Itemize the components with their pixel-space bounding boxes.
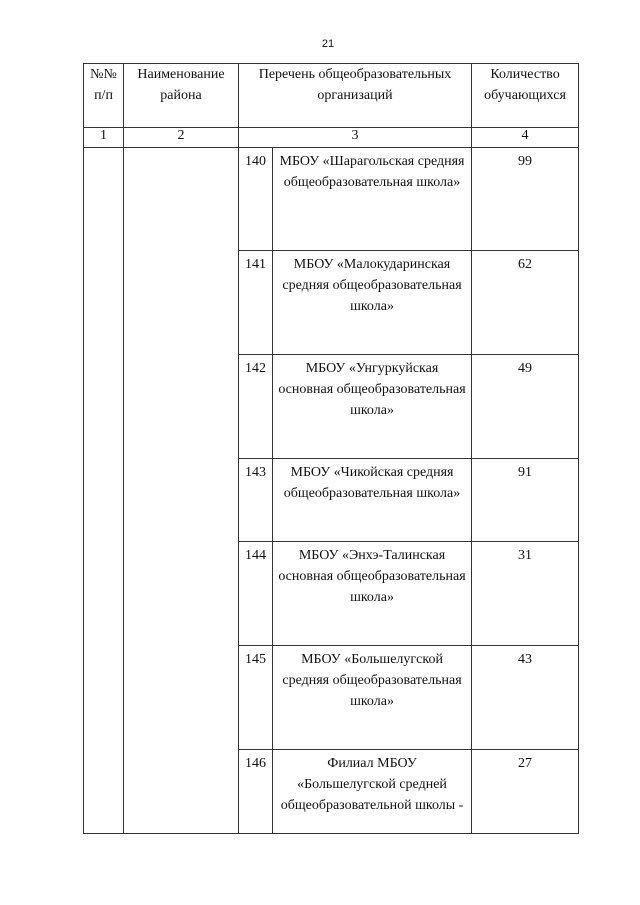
student-count: 27 bbox=[472, 750, 579, 834]
page-number: 21 bbox=[321, 38, 335, 50]
org-name: МБОУ «Энхэ-Талинская основная общеобразовательная школа» bbox=[273, 542, 472, 646]
row-number: 144 bbox=[239, 542, 273, 646]
header-num: №№ п/п bbox=[84, 64, 124, 128]
row-number: 146 bbox=[239, 750, 273, 834]
schools-table bbox=[83, 63, 579, 834]
col-number-2: 2 bbox=[124, 128, 239, 148]
col-number-1: 1 bbox=[84, 128, 124, 148]
org-name: МБОУ «Малокударинская средняя общеобразовательная школа» bbox=[273, 251, 472, 355]
col-number-4: 4 bbox=[472, 128, 579, 148]
col-number-3: 3 bbox=[239, 128, 472, 148]
row-number: 140 bbox=[239, 148, 273, 251]
row-number: 143 bbox=[239, 459, 273, 542]
header-orgs: Перечень общеобразовательных организаций bbox=[239, 64, 472, 128]
org-name: МБОУ «Шарагольская средняя общеобразовательная школа» bbox=[273, 148, 472, 251]
student-count: 99 bbox=[472, 148, 579, 251]
org-name: Филиал МБОУ «Большелугской средней общеобразовательной школы - bbox=[273, 750, 472, 834]
student-count: 43 bbox=[472, 646, 579, 750]
org-name: МБОУ «Большелугской средняя общеобразовательная школа» bbox=[273, 646, 472, 750]
row-number: 141 bbox=[239, 251, 273, 355]
district-cell-empty bbox=[124, 148, 239, 834]
student-count: 91 bbox=[472, 459, 579, 542]
student-count: 31 bbox=[472, 542, 579, 646]
header-district: Наименование района bbox=[124, 64, 239, 128]
org-name: МБОУ «Чикойская средняя общеобразовательная школа» bbox=[273, 459, 472, 542]
num-cell-empty bbox=[84, 148, 124, 834]
student-count: 49 bbox=[472, 355, 579, 459]
org-name: МБОУ «Унгуркуйская основная общеобразовательная школа» bbox=[273, 355, 472, 459]
table-row bbox=[84, 148, 579, 251]
header-count: Количество обучающихся bbox=[472, 64, 579, 128]
table-header-row bbox=[84, 64, 579, 128]
column-number-row bbox=[84, 128, 579, 148]
row-number: 145 bbox=[239, 646, 273, 750]
student-count: 62 bbox=[472, 251, 579, 355]
row-number: 142 bbox=[239, 355, 273, 459]
